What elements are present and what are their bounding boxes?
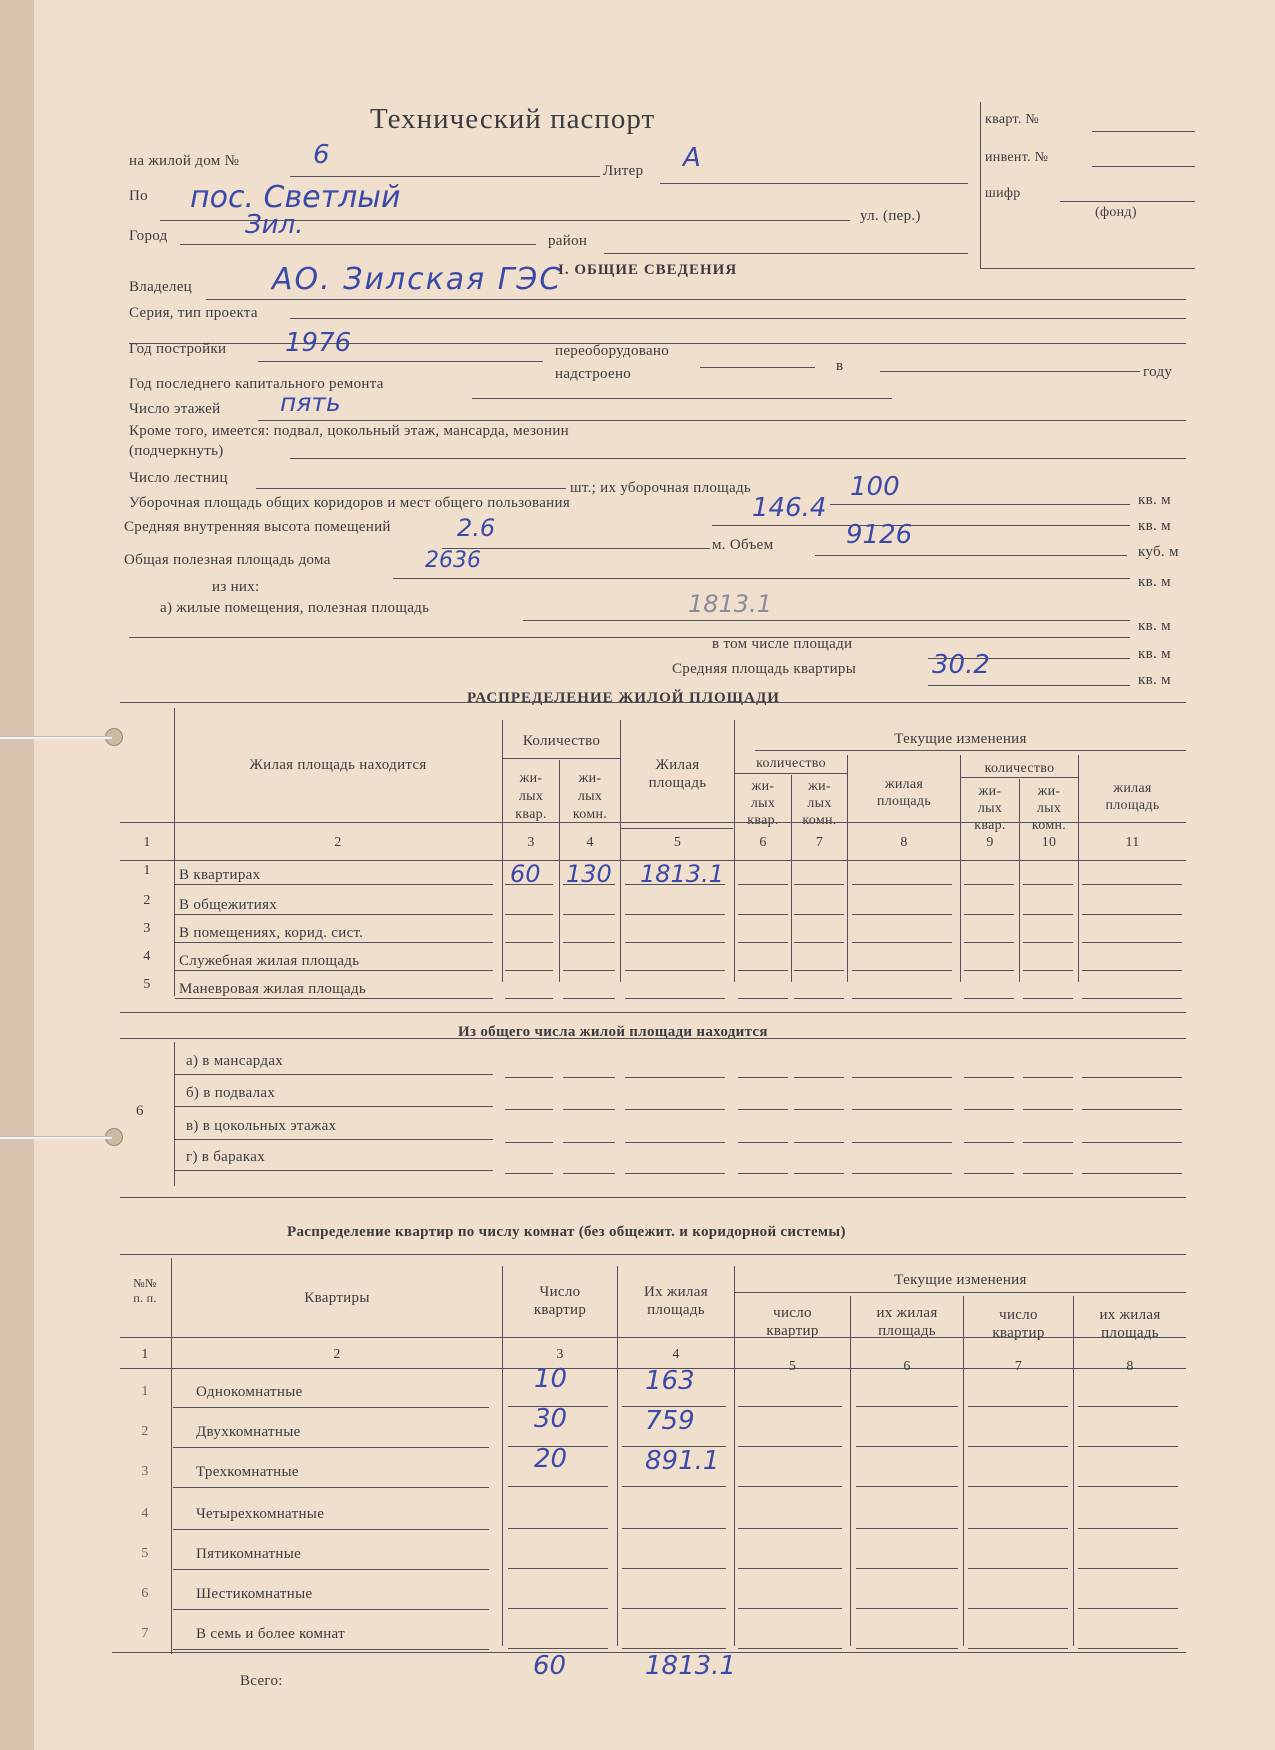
dist-sub-row-label: г) в бараках — [186, 1149, 265, 1165]
dist-sub-cell-line — [1023, 1077, 1073, 1078]
rooms-row-number: 2 — [141, 1424, 149, 1439]
dist-row-number: 1 — [143, 863, 151, 878]
dist-sub-cell-line — [794, 1173, 844, 1174]
rooms-cell-line — [622, 1648, 726, 1649]
rooms-cell-line — [1078, 1406, 1178, 1407]
rooms-cell-line — [968, 1446, 1068, 1447]
dist-sub-cell-line — [625, 1173, 725, 1174]
rooms-row-number: 7 — [141, 1626, 149, 1641]
rooms-row-area: 759 — [645, 1406, 695, 1436]
stairs-area-unit: кв. м — [1138, 492, 1171, 508]
dist-title: РАСПРЕДЕЛЕНИЕ ЖИЛОЙ ПЛОЩАДИ — [467, 690, 780, 706]
rooms-cell-line — [1078, 1446, 1178, 1447]
rooms-cell-line — [508, 1608, 608, 1609]
rooms-cell-line — [968, 1648, 1068, 1649]
rooms-cell-line — [622, 1568, 726, 1569]
dist-sub-cell-line — [738, 1142, 788, 1143]
dist-sub-cell-line — [852, 1077, 952, 1078]
kvart-label: кварт. № — [985, 112, 1040, 127]
dist-column-number: 6 — [759, 835, 767, 850]
total-area: 1813.1 — [645, 1651, 736, 1681]
rooms-header-flats: Квартиры — [304, 1290, 370, 1306]
binding-string — [0, 736, 112, 739]
rooms-cell-line — [738, 1608, 842, 1609]
dist-header-komn3: жи- лых комн. — [1031, 784, 1067, 833]
rooms-header-no: №№ п. п. — [133, 1276, 157, 1305]
rooms-column-number: 5 — [788, 1359, 797, 1374]
rooms-row-number: 1 — [141, 1384, 149, 1399]
dist-column-number: 11 — [1125, 835, 1140, 850]
rooms-row-number: 6 — [141, 1586, 149, 1601]
dist-cell-line — [964, 970, 1014, 971]
binding-string — [0, 1136, 112, 1139]
dist-cell-line — [505, 998, 553, 999]
rooms-cell-line — [508, 1568, 608, 1569]
dist-sub-row-line — [175, 1074, 493, 1075]
rooms-cell-line — [1078, 1486, 1178, 1487]
house-number: 6 — [313, 140, 330, 170]
rooms-cell-line — [738, 1528, 842, 1529]
corridors-area-value: 146.4 — [752, 493, 827, 523]
dist-row-label: Маневровая жилая площадь — [179, 981, 367, 997]
rooms-row-line — [173, 1487, 489, 1488]
dist-cell-line — [625, 998, 725, 999]
height-label: Средняя внутренняя высота помещений — [124, 519, 391, 535]
rooms-cell-line — [1078, 1648, 1178, 1649]
rooms-column-number: 2 — [333, 1347, 341, 1362]
dist-sub-cell-line — [964, 1077, 1014, 1078]
dist-column-number: 5 — [673, 835, 682, 850]
incl-label: в том числе площади — [712, 636, 853, 652]
dist-sub-row-line — [175, 1170, 493, 1171]
invent-label: инвент. № — [985, 150, 1049, 165]
dist-header-kvar2: жи- лых квар. — [747, 779, 779, 828]
rooms-row-number: 4 — [141, 1506, 149, 1521]
rooms-column-number: 6 — [903, 1359, 911, 1374]
rooms-row-label: Четырехкомнатные — [196, 1506, 325, 1522]
city-value: Зил. — [245, 210, 304, 240]
living-label: а) жилые помещения, полезная площадь — [160, 600, 430, 616]
rooms-header-count: Число квартир — [533, 1284, 587, 1318]
dist-sub-cell-line — [794, 1109, 844, 1110]
dist-row-number: 3 — [143, 921, 151, 936]
dist-cell-line — [794, 884, 844, 885]
rooms-row-line — [173, 1649, 489, 1650]
dist-row-komn: 130 — [566, 860, 612, 888]
dist-cell-line — [505, 914, 553, 915]
dist-cell-line — [794, 914, 844, 915]
in-label: в — [836, 358, 844, 374]
dist-cell-line — [852, 970, 952, 971]
rooms-cell-line — [1078, 1528, 1178, 1529]
dist-column-number: 9 — [986, 835, 994, 850]
dist-header-qty: Количество — [522, 733, 601, 749]
dist-row-line — [175, 884, 493, 885]
rooms-cell-line — [968, 1528, 1068, 1529]
dist-column-number: 10 — [1041, 835, 1057, 850]
total-count: 60 — [533, 1651, 567, 1681]
year-suffix: году — [1143, 364, 1173, 380]
stairs-unit: шт.; их уборочная площадь — [570, 480, 752, 496]
rooms-row-line — [173, 1447, 489, 1448]
dist-header-qty2: количество — [756, 756, 826, 771]
dist-sub-cell-line — [1023, 1142, 1073, 1143]
dist-sub-cell-line — [964, 1173, 1014, 1174]
dist-sub-cell-line — [852, 1173, 952, 1174]
rooms-cell-line — [508, 1648, 608, 1649]
dist-cell-line — [625, 914, 725, 915]
dist-row-label: В помещениях, корид. сист. — [179, 925, 364, 941]
dist-sub-cell-line — [852, 1109, 952, 1110]
floors-label: Число этажей — [129, 401, 221, 417]
dist-row-number: 2 — [143, 893, 151, 908]
dist-sub-row-line — [175, 1106, 493, 1107]
dist-row-label: Служебная жилая площадь — [179, 953, 360, 969]
stairs-label: Число лестниц — [129, 470, 228, 486]
also-label: Кроме того, имеется: подвал, цокольный этаж, мансарда, мезонин — [129, 423, 569, 439]
dist-cell-line — [964, 998, 1014, 999]
rooms-cell-line — [508, 1528, 608, 1529]
street-value: пос. Светлый — [190, 180, 401, 215]
dist-header-area3: жилая площадь — [1105, 781, 1160, 813]
dist-sub-row-line — [175, 1139, 493, 1140]
dist-row-kvar: 60 — [510, 860, 541, 888]
dist-cell-line — [625, 970, 725, 971]
dist-sub-cell-line — [738, 1077, 788, 1078]
dist-cell-line — [1023, 884, 1073, 885]
of-them-label: из них: — [212, 579, 260, 595]
dist-sub-cell-line — [1023, 1173, 1073, 1174]
dist-sub-title: Из общего числа жилой площади находится — [458, 1024, 768, 1040]
rooms-column-number: 3 — [556, 1347, 564, 1362]
volume-label: м. Объем — [712, 537, 774, 553]
dist-cell-line — [738, 884, 788, 885]
dist-sub-cell-line — [964, 1109, 1014, 1110]
avg-unit: кв. м — [1138, 672, 1171, 688]
dist-sub-cell-line — [625, 1109, 725, 1110]
dist-sub-cell-line — [1082, 1142, 1182, 1143]
dist-sub-row-label: б) в подвалах — [186, 1085, 276, 1101]
rooms-row-line — [173, 1529, 489, 1530]
rooms-cell-line — [622, 1608, 726, 1609]
dist-sub-cell-line — [563, 1173, 615, 1174]
rooms-cell-line — [738, 1648, 842, 1649]
dist-sub-cell-line — [738, 1109, 788, 1110]
stairs-area-value: 100 — [850, 472, 900, 502]
dist-cell-line — [852, 884, 952, 885]
dist-sub-cell-line — [1082, 1077, 1182, 1078]
rooms-row-label: Шестикомнатные — [196, 1586, 313, 1602]
street-prefix: По — [129, 188, 148, 204]
dist-sub-cell-line — [625, 1077, 725, 1078]
dist-cell-line — [964, 914, 1014, 915]
section-general-title: I. ОБЩИЕ СВЕДЕНИЯ — [558, 262, 738, 278]
dist-sub-cell-line — [625, 1142, 725, 1143]
dist-sub-cell-line — [794, 1142, 844, 1143]
rooms-row-line — [173, 1569, 489, 1570]
rooms-row-line — [173, 1609, 489, 1610]
volume-value: 9126 — [846, 520, 913, 550]
dist-row-line — [175, 998, 493, 999]
reequipped-label: переоборудовано — [555, 343, 670, 359]
dist-cell-line — [505, 970, 553, 971]
living-value: 1813.1 — [688, 590, 772, 618]
rooms-row-area: 891.1 — [645, 1446, 720, 1476]
dist-cell-line — [1023, 914, 1073, 915]
dist-sub-cell-line — [794, 1077, 844, 1078]
dist-cell-line — [1082, 998, 1182, 999]
dist-cell-line — [625, 942, 725, 943]
dist-cell-line — [738, 970, 788, 971]
year-value: 1976 — [285, 328, 352, 358]
dist-cell-line — [563, 914, 615, 915]
rooms-cell-line — [856, 1486, 958, 1487]
rooms-column-number: 8 — [1126, 1359, 1134, 1374]
dist-cell-line — [1082, 942, 1182, 943]
rooms-cell-line — [856, 1608, 958, 1609]
dist-row-area: 1813.1 — [640, 860, 724, 888]
dist-sub-row-label: в) в цокольных этажах — [186, 1118, 337, 1134]
rooms-cell-line — [968, 1568, 1068, 1569]
rooms-cell-line — [856, 1406, 958, 1407]
dist-column-number: 8 — [900, 835, 908, 850]
dist-header-komn2: жи- лых комн. — [802, 779, 837, 828]
rooms-cell-line — [622, 1528, 726, 1529]
rooms-row-line — [173, 1407, 489, 1408]
dist-header-kvar3: жи- лых квар. — [974, 784, 1006, 833]
house-label: на жилой дом № — [129, 153, 240, 169]
rooms-row-label: В семь и более комнат — [196, 1626, 345, 1642]
dist-sub-cell-line — [563, 1109, 615, 1110]
rooms-row-count: 30 — [534, 1404, 568, 1434]
rooms-column-number: 1 — [141, 1347, 149, 1362]
dist-sub-cell-line — [505, 1142, 553, 1143]
rooms-header-changes: Текущие изменения — [894, 1272, 1027, 1288]
rooms-row-label: Однокомнатные — [196, 1384, 303, 1400]
liter-value: А — [683, 143, 701, 173]
corridors-area-unit: кв. м — [1138, 518, 1171, 534]
dist-sub-cell-line — [738, 1173, 788, 1174]
floors-value: пять — [280, 388, 341, 417]
dist-header-changes: Текущие изменения — [894, 731, 1027, 747]
dist-row-line — [175, 942, 493, 943]
repair-label: Год последнего капитального ремонта — [129, 376, 384, 392]
register-box-border — [980, 102, 981, 268]
dist-cell-line — [852, 998, 952, 999]
rooms-cell-line — [508, 1486, 608, 1487]
dist-row-line — [175, 914, 493, 915]
avg-value: 30.2 — [932, 650, 990, 680]
shifr-label: шифр — [985, 186, 1021, 201]
incl-unit: кв. м — [1138, 646, 1171, 662]
rooms-column-number: 7 — [1014, 1359, 1023, 1374]
avg-label: Средняя площадь квартиры — [672, 661, 857, 677]
rooms-row-count: 20 — [534, 1444, 568, 1474]
dist-sub-cell-line — [1082, 1173, 1182, 1174]
dist-sub-cell-line — [964, 1142, 1014, 1143]
dist-header-area2: жилая площадь — [876, 777, 932, 809]
dist-cell-line — [1023, 970, 1073, 971]
useful-unit: кв. м — [1138, 574, 1171, 590]
rooms-header-count2: число квартир — [766, 1305, 819, 1339]
underline-label: (подчеркнуть) — [129, 443, 224, 459]
dist-header-qty3: количество — [984, 761, 1055, 776]
dist-cell-line — [964, 942, 1014, 943]
rooms-cell-line — [738, 1568, 842, 1569]
rooms-cell-line — [968, 1406, 1068, 1407]
dist-sub-cell-line — [852, 1142, 952, 1143]
rooms-row-label: Двухкомнатные — [196, 1424, 301, 1440]
dist-cell-line — [794, 942, 844, 943]
dist-column-number: 4 — [586, 835, 594, 850]
district-label: район — [548, 233, 588, 249]
page-title: Технический паспорт — [370, 103, 656, 135]
dist-sub-cell-line — [505, 1109, 553, 1110]
dist-header-area: Жилая площадь — [648, 757, 707, 791]
rooms-row-area: 163 — [645, 1366, 695, 1396]
owner-value: АО. Зилская ГЭС — [272, 262, 563, 297]
liter-label: Литер — [603, 163, 644, 179]
rooms-cell-line — [1078, 1608, 1178, 1609]
dist-row-label: В квартирах — [179, 867, 261, 883]
living-unit: кв. м — [1138, 618, 1171, 634]
dist-cell-line — [1023, 998, 1073, 999]
rooms-cell-line — [968, 1486, 1068, 1487]
owner-label: Владелец — [129, 279, 193, 295]
year-label: Год постройки — [129, 341, 227, 357]
dist-cell-line — [852, 914, 952, 915]
rooms-cell-line — [856, 1528, 958, 1529]
dist-cell-line — [794, 970, 844, 971]
height-value: 2.6 — [457, 514, 496, 542]
rooms-cell-line — [622, 1486, 726, 1487]
volume-unit: куб. м — [1138, 544, 1179, 560]
rooms-header-area: Их жилая площадь — [644, 1284, 708, 1318]
dist-sub-row-label: а) в мансардах — [186, 1053, 284, 1069]
dist-row-label: В общежитиях — [179, 897, 278, 913]
dist-column-number: 7 — [815, 835, 824, 850]
dist-cell-line — [1082, 914, 1182, 915]
page-edge — [0, 0, 35, 1750]
dist-sub-cell-line — [505, 1173, 553, 1174]
dist-cell-line — [563, 998, 615, 999]
rooms-row-number: 3 — [141, 1464, 149, 1479]
dist-column-number: 1 — [143, 835, 151, 850]
dist-column-number: 2 — [334, 835, 342, 850]
rooms-cell-line — [738, 1446, 842, 1447]
dist-sub-cell-line — [1023, 1109, 1073, 1110]
dist-cell-line — [1023, 942, 1073, 943]
dist-row-number: 4 — [143, 949, 151, 964]
dist-cell-line — [1082, 884, 1182, 885]
rooms-row-number: 5 — [141, 1546, 149, 1561]
rooms-header-area3: их жилая площадь — [1099, 1307, 1161, 1341]
corridors-label: Уборочная площадь общих коридоров и мест общего пользования — [129, 495, 571, 511]
dist-cell-line — [794, 998, 844, 999]
rooms-header-count3: число квартир — [992, 1307, 1045, 1341]
rooms-row-count: 10 — [534, 1364, 568, 1394]
dist-cell-line — [505, 942, 553, 943]
fond-label: (фонд) — [1095, 205, 1137, 220]
rooms-cell-line — [738, 1486, 842, 1487]
rooms-row-label: Трехкомнатные — [196, 1464, 299, 1480]
useful-value: 2636 — [425, 548, 481, 573]
rooms-title: Распределение квартир по числу комнат (без общежит. и коридорной системы) — [287, 1224, 846, 1240]
rooms-cell-line — [856, 1446, 958, 1447]
dist-header-kvar: жи- лых квар. — [515, 771, 547, 822]
rooms-header-area2: их жилая площадь — [876, 1305, 938, 1339]
rooms-cell-line — [738, 1406, 842, 1407]
rooms-cell-line — [856, 1568, 958, 1569]
dist-cell-line — [964, 884, 1014, 885]
dist-cell-line — [738, 942, 788, 943]
dist-row-line — [175, 970, 493, 971]
dist-sub-row-number: 6 — [136, 1103, 144, 1119]
dist-cell-line — [1082, 970, 1182, 971]
dist-cell-line — [563, 970, 615, 971]
rooms-cell-line — [968, 1608, 1068, 1609]
total-label: Всего: — [240, 1673, 283, 1689]
dist-sub-cell-line — [1082, 1109, 1182, 1110]
rooms-column-number: 4 — [672, 1347, 680, 1362]
dist-cell-line — [738, 914, 788, 915]
street-suffix: ул. (пер.) — [860, 208, 921, 224]
dist-cell-line — [852, 942, 952, 943]
dist-sub-cell-line — [563, 1077, 615, 1078]
city-label: Город — [129, 228, 168, 244]
rooms-cell-line — [856, 1648, 958, 1649]
dist-cell-line — [738, 998, 788, 999]
dist-column-number: 3 — [527, 835, 535, 850]
rooms-cell-line — [1078, 1568, 1178, 1569]
rooms-row-label: Пятикомнатные — [196, 1546, 302, 1562]
dist-sub-cell-line — [505, 1077, 553, 1078]
dist-sub-cell-line — [563, 1142, 615, 1143]
useful-label: Общая полезная площадь дома — [124, 552, 331, 568]
dist-header-location: Жилая площадь находится — [249, 757, 427, 773]
dist-header-komn: жи- лых комн. — [572, 771, 608, 822]
built-on-label: надстроено — [555, 366, 632, 382]
series-label: Серия, тип проекта — [129, 305, 258, 321]
dist-cell-line — [563, 942, 615, 943]
dist-row-number: 5 — [143, 977, 151, 992]
